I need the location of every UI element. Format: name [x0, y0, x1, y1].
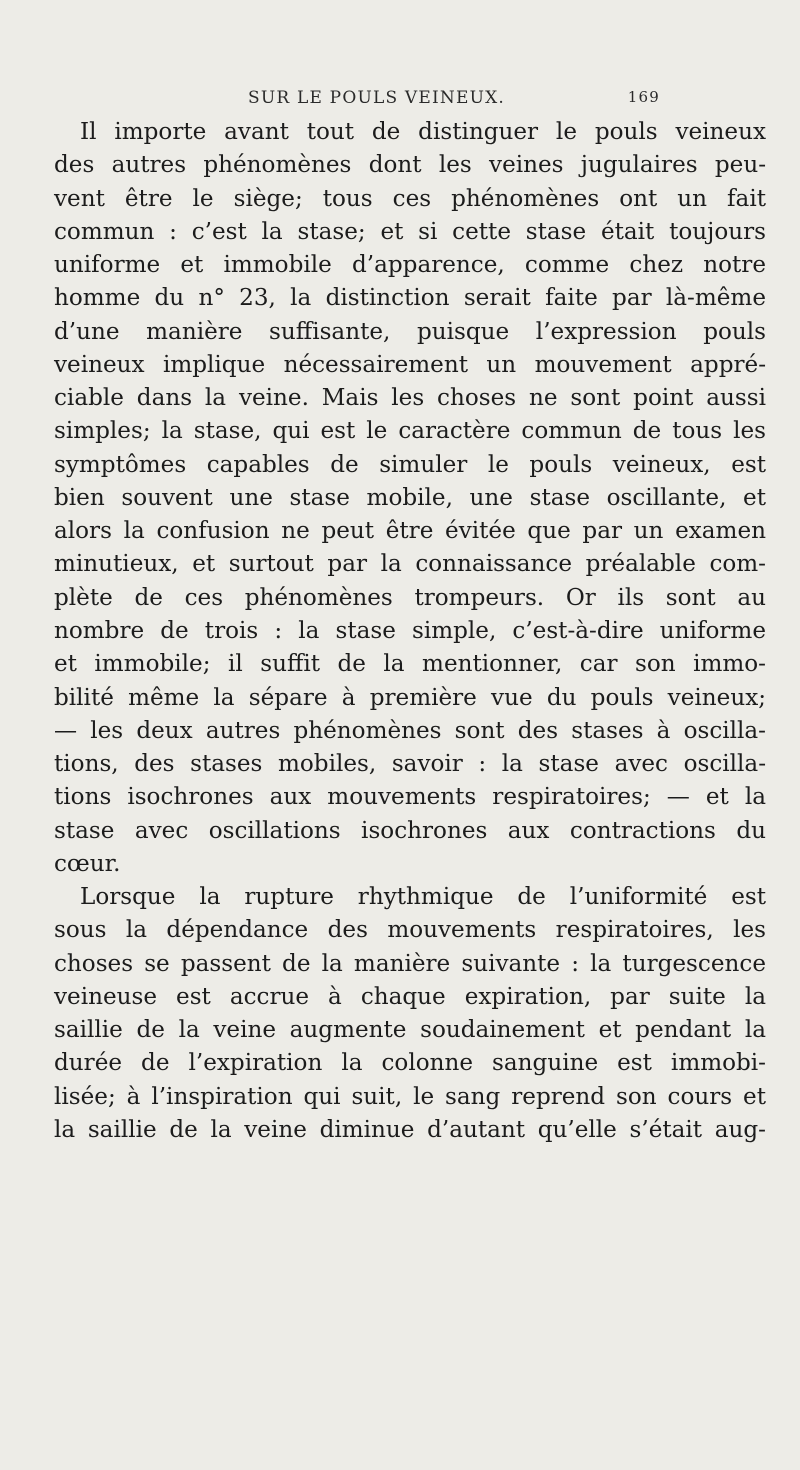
text-line: alors la confusion ne peut être évitée que par un examen — [54, 518, 766, 545]
body-text — [54, 116, 766, 1147]
page-number: 169 — [627, 88, 660, 106]
text-line: ciable dans la veine. Mais les choses ne sont point aussi — [54, 385, 766, 412]
paragraph — [54, 881, 766, 1147]
text-line: homme du n° 23, la distinction serait faite par là-même — [54, 285, 766, 312]
text-line: d’une manière suffisante, puisque l’expression pouls — [54, 318, 766, 345]
text-line: sous la dépendance des mouvements respiratoires, les — [54, 917, 766, 944]
text-line: veineux implique nécessairement un mouvement appré- — [54, 351, 766, 378]
text-line: des autres phénomènes dont les veines jugulaires peu- — [54, 152, 766, 179]
text-line: veineuse est accrue à chaque expiration, par suite la — [54, 983, 766, 1010]
text-line: et immobile; il suffit de la mentionner, car son immo- — [54, 651, 766, 678]
text-line: uniforme et immobile d’apparence, comme chez notre — [54, 252, 766, 279]
text-line: bien souvent une stase mobile, une stase oscillante, et — [54, 484, 766, 511]
text-line: durée de l’expiration la colonne sanguine est immobi- — [54, 1050, 766, 1077]
text-line: lisée; à l’inspiration qui suit, le sang reprend son cours et — [54, 1083, 766, 1110]
text-line: symptômes capables de simuler le pouls veineux, est — [54, 451, 766, 478]
text-line: vent être le siège; tous ces phénomènes ont un fait — [54, 185, 766, 212]
text-line: simples; la stase, qui est le caractère commun de tous les — [54, 418, 766, 445]
text-line: Lorsque la rupture rhythmique de l’uniformité est — [80, 884, 766, 911]
text-line: cœur. — [54, 850, 121, 877]
text-line: tions isochrones aux mouvements respiratoires; — et la — [54, 784, 766, 811]
text-line: bilité même la sépare à première vue du pouls veineux; — [54, 684, 766, 711]
text-line: Il importe avant tout de distinguer le pouls veineux — [80, 119, 766, 145]
paragraph — [54, 116, 766, 881]
text-line: stase avec oscillations isochrones aux contractions du — [54, 817, 766, 844]
running-head-title: SUR LE POULS VEINEUX. — [248, 88, 506, 108]
text-line: commun : c’est la stase; et si cette stase était toujours — [54, 218, 766, 245]
text-line: choses se passent de la manière suivante : la turgescence — [54, 950, 766, 977]
text-line: saillie de la veine augmente soudainement et pendant la — [54, 1017, 766, 1044]
text-line: minutieux, et surtout par la connaissance préalable com- — [54, 551, 766, 578]
text-line: nombre de trois : la stase simple, c’est-à-dire uniforme — [54, 617, 766, 644]
running-head — [248, 88, 660, 114]
text-line: la saillie de la veine diminue d’autant qu’elle s’était aug- — [54, 1116, 766, 1143]
text-line: tions, des stases mobiles, savoir : la stase avec oscilla- — [54, 751, 766, 778]
text-line: plète de ces phénomènes trompeurs. Or ils sont au — [54, 584, 766, 611]
text-line: — les deux autres phénomènes sont des stases à oscilla- — [54, 717, 766, 744]
